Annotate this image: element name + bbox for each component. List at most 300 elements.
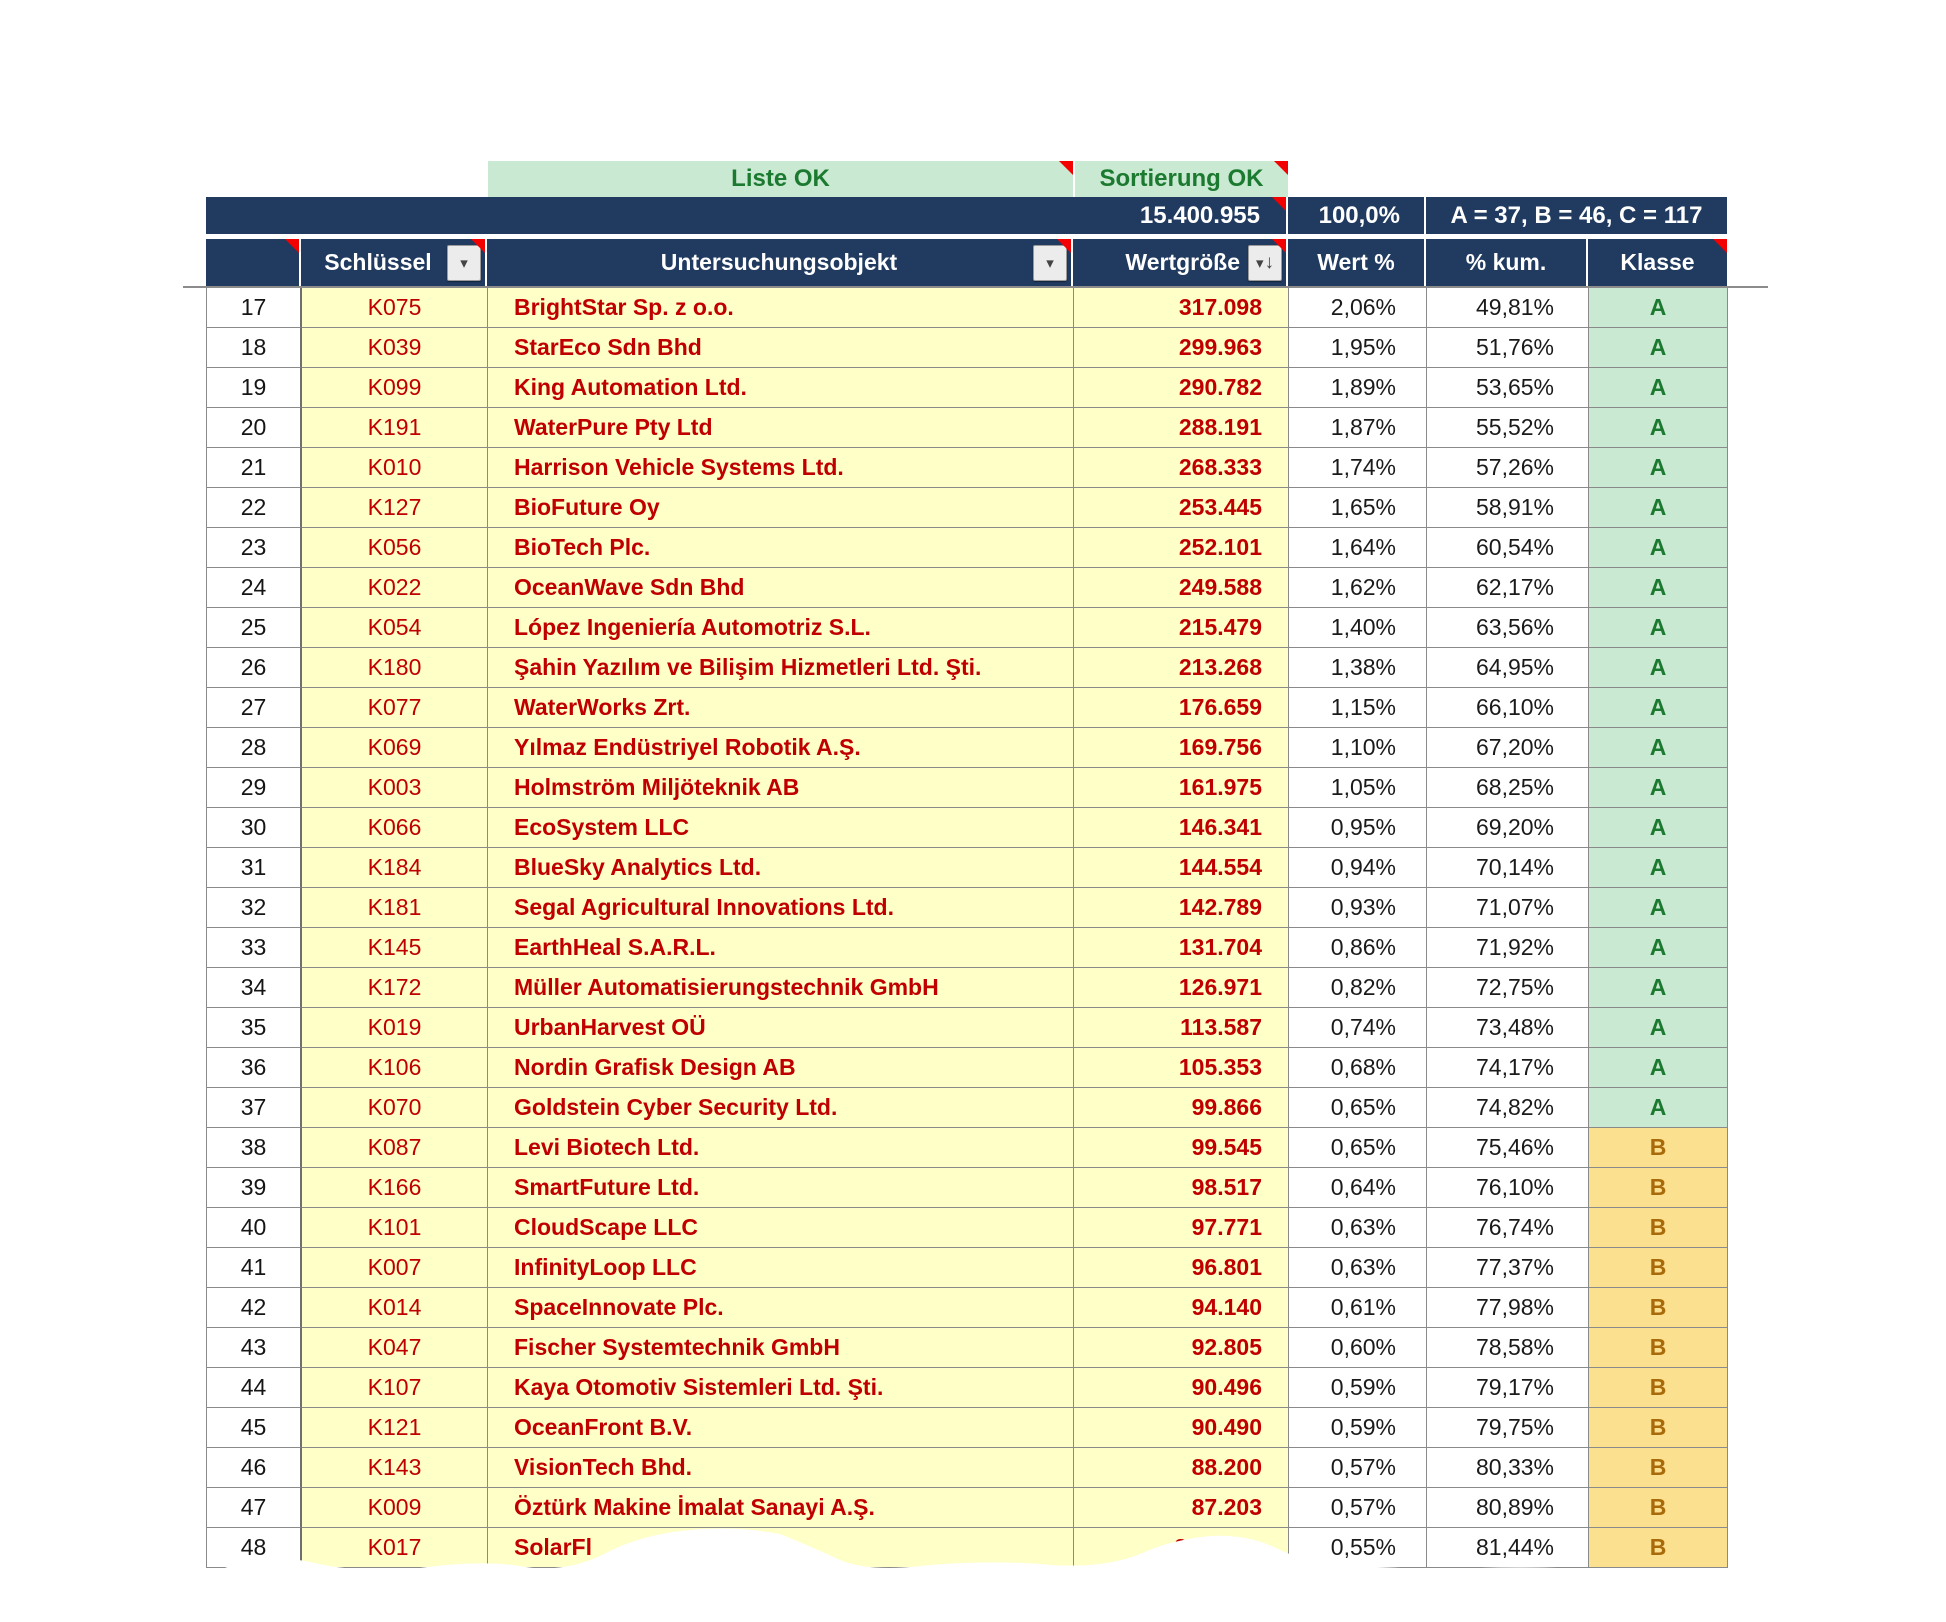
class-column-label: Klasse xyxy=(1620,249,1695,275)
value-cell[interactable] xyxy=(1074,1088,1289,1128)
cumulative-percent-cell[interactable] xyxy=(1427,1088,1589,1128)
cumulative-percent-cell[interactable] xyxy=(1427,448,1589,488)
class-cell[interactable] xyxy=(1589,288,1728,328)
row-number-cell[interactable] xyxy=(207,1128,302,1168)
value-percent-cell[interactable] xyxy=(1289,688,1427,728)
value-percent-cell[interactable] xyxy=(1289,1168,1427,1208)
row-number-cell-text: 33 xyxy=(240,934,267,960)
value-percent-cell[interactable] xyxy=(1289,1408,1427,1448)
value-cell[interactable] xyxy=(1074,448,1289,488)
summary-bar-spacer[interactable] xyxy=(206,197,1075,234)
value-cell[interactable] xyxy=(1074,1048,1289,1088)
key-cell-text: K107 xyxy=(367,1374,422,1400)
row-number-cell[interactable] xyxy=(207,1168,302,1208)
value-percent-cell[interactable] xyxy=(1289,1208,1427,1248)
class-cell[interactable] xyxy=(1589,1328,1728,1368)
class-cell[interactable] xyxy=(1589,1288,1728,1328)
row-number-cell-text: 45 xyxy=(240,1414,267,1440)
table-header-row xyxy=(206,239,1727,286)
company-cell[interactable] xyxy=(488,288,1074,328)
value-cell-text: 96.801 xyxy=(1191,1254,1262,1280)
value-cell[interactable] xyxy=(1074,608,1289,648)
value-cell-text: 144.554 xyxy=(1178,854,1262,880)
company-cell-text: OceanFront B.V. xyxy=(514,1414,693,1440)
row-number-cell[interactable] xyxy=(207,648,302,688)
company-cell[interactable] xyxy=(488,1368,1074,1408)
value-percent-cell-text: 0,63% xyxy=(1330,1214,1396,1240)
value-cell[interactable] xyxy=(1074,1128,1289,1168)
key-cell[interactable] xyxy=(302,1448,488,1488)
comment-marker-icon xyxy=(471,239,485,253)
company-cell-text: WaterPure Pty Ltd xyxy=(514,414,713,440)
value-cell[interactable] xyxy=(1074,688,1289,728)
class-summary-cell[interactable] xyxy=(1426,197,1727,234)
row-number-cell[interactable] xyxy=(207,808,302,848)
class-cell[interactable] xyxy=(1589,488,1728,528)
value-cell[interactable] xyxy=(1074,808,1289,848)
row-number-cell[interactable] xyxy=(207,968,302,1008)
company-cell[interactable] xyxy=(488,408,1074,448)
company-cell-text: InfinityLoop LLC xyxy=(514,1254,697,1280)
class-cell[interactable] xyxy=(1589,768,1728,808)
value-percent-cell-text: 1,95% xyxy=(1330,334,1396,360)
value-cell[interactable] xyxy=(1074,1208,1289,1248)
value-percent-cell[interactable] xyxy=(1289,488,1427,528)
company-cell[interactable] xyxy=(488,1208,1074,1248)
cumulative-percent-cell[interactable] xyxy=(1427,648,1589,688)
value-percent-cell[interactable] xyxy=(1289,1368,1427,1408)
row-number-cell[interactable] xyxy=(207,1248,302,1288)
total-percent: 100,0% xyxy=(1318,201,1400,229)
value-cell[interactable] xyxy=(1074,768,1289,808)
company-cell[interactable] xyxy=(488,568,1074,608)
value-cell[interactable] xyxy=(1074,1408,1289,1448)
key-cell-text: K009 xyxy=(367,1494,422,1520)
row-number-cell[interactable] xyxy=(207,568,302,608)
row-number-cell[interactable] xyxy=(207,728,302,768)
key-cell[interactable] xyxy=(302,1328,488,1368)
row-number-cell-text: 38 xyxy=(240,1134,267,1160)
class-cell[interactable] xyxy=(1589,568,1728,608)
cumulative-percent-cell[interactable] xyxy=(1427,808,1589,848)
value-percent-cell[interactable] xyxy=(1289,768,1427,808)
value-cell[interactable] xyxy=(1074,568,1289,608)
row-number-cell[interactable] xyxy=(207,1208,302,1248)
company-cell[interactable] xyxy=(488,928,1074,968)
key-cell[interactable] xyxy=(302,1168,488,1208)
class-cell[interactable] xyxy=(1589,368,1728,408)
cumulative-percent-cell[interactable] xyxy=(1427,1048,1589,1088)
class-cell[interactable] xyxy=(1589,928,1728,968)
company-cell[interactable] xyxy=(488,1448,1074,1488)
row-number-cell[interactable] xyxy=(207,488,302,528)
value-cell[interactable] xyxy=(1074,848,1289,888)
value-cell[interactable] xyxy=(1074,728,1289,768)
cumulative-percent-column-header[interactable] xyxy=(1426,239,1588,286)
value-percent-cell[interactable] xyxy=(1289,608,1427,648)
class-cell[interactable] xyxy=(1589,1368,1728,1408)
key-cell-text: K191 xyxy=(367,414,422,440)
row-number-cell[interactable] xyxy=(207,688,302,728)
company-cell[interactable] xyxy=(488,768,1074,808)
key-cell[interactable] xyxy=(302,1248,488,1288)
company-cell[interactable] xyxy=(488,528,1074,568)
company-cell-text: OceanWave Sdn Bhd xyxy=(514,574,745,600)
row-number-cell[interactable] xyxy=(207,888,302,928)
row-number-cell-text: 30 xyxy=(240,814,267,840)
company-cell-text: López Ingeniería Automotriz S.L. xyxy=(514,614,871,640)
company-cell[interactable] xyxy=(488,368,1074,408)
company-cell[interactable] xyxy=(488,1048,1074,1088)
key-cell-text: K184 xyxy=(367,854,422,880)
cumulative-percent-cell[interactable] xyxy=(1427,1008,1589,1048)
row-number-cell[interactable] xyxy=(207,408,302,448)
value-percent-cell[interactable] xyxy=(1289,1288,1427,1328)
key-cell[interactable] xyxy=(302,568,488,608)
company-cell-text: WaterWorks Zrt. xyxy=(514,694,691,720)
company-cell[interactable] xyxy=(488,488,1074,528)
key-cell-text: K075 xyxy=(367,294,422,320)
value-percent-column-header[interactable] xyxy=(1288,239,1426,286)
key-column-header[interactable] xyxy=(301,239,487,286)
value-percent-cell[interactable] xyxy=(1289,888,1427,928)
chevron-down-icon: ▾ xyxy=(1046,254,1054,272)
class-cell[interactable] xyxy=(1589,608,1728,648)
company-cell[interactable] xyxy=(488,848,1074,888)
liste-ok-label: Liste OK xyxy=(731,165,830,192)
key-cell[interactable] xyxy=(302,888,488,928)
value-percent-cell[interactable] xyxy=(1289,368,1427,408)
value-percent-cell[interactable] xyxy=(1289,1448,1427,1488)
value-percent-cell[interactable] xyxy=(1289,568,1427,608)
company-cell[interactable] xyxy=(488,688,1074,728)
row-number-cell[interactable] xyxy=(207,928,302,968)
value-cell[interactable] xyxy=(1074,528,1289,568)
cumulative-percent-cell[interactable] xyxy=(1427,728,1589,768)
row-number-cell[interactable] xyxy=(207,1448,302,1488)
cumulative-percent-cell[interactable] xyxy=(1427,888,1589,928)
value-cell[interactable] xyxy=(1074,1288,1289,1328)
value-percent-cell-text: 0,64% xyxy=(1330,1174,1396,1200)
key-column-label: Schlüssel xyxy=(324,249,432,275)
cumulative-percent-cell[interactable] xyxy=(1427,488,1589,528)
row-number-cell[interactable] xyxy=(207,368,302,408)
cumulative-percent-cell[interactable] xyxy=(1427,1448,1589,1488)
cumulative-percent-cell-text: 80,33% xyxy=(1475,1454,1554,1480)
key-cell[interactable] xyxy=(302,648,488,688)
class-cell[interactable] xyxy=(1589,1448,1728,1488)
row-number-cell[interactable] xyxy=(207,1088,302,1128)
company-cell[interactable] xyxy=(488,448,1074,488)
cumulative-percent-cell[interactable] xyxy=(1427,288,1589,328)
cumulative-percent-cell-text: 67,20% xyxy=(1475,734,1554,760)
object-column-header[interactable] xyxy=(487,239,1073,286)
value-percent-cell[interactable] xyxy=(1289,1048,1427,1088)
row-number-cell[interactable] xyxy=(207,528,302,568)
row-number-cell[interactable] xyxy=(207,1008,302,1048)
row-number-cell-text: 25 xyxy=(240,614,267,640)
value-cell-text: 213.268 xyxy=(1178,654,1262,680)
row-number-cell[interactable] xyxy=(207,448,302,488)
row-number-cell[interactable] xyxy=(207,1328,302,1368)
row-number-cell[interactable] xyxy=(207,768,302,808)
chevron-down-icon: ▾ xyxy=(1255,254,1264,272)
value-percent-cell[interactable] xyxy=(1289,1128,1427,1168)
row-number-cell[interactable] xyxy=(207,1288,302,1328)
cumulative-percent-cell[interactable] xyxy=(1427,328,1589,368)
class-cell-text: A xyxy=(1649,294,1667,320)
value-percent-cell-text: 0,65% xyxy=(1330,1134,1396,1160)
key-cell[interactable] xyxy=(302,368,488,408)
cumulative-percent-cell[interactable] xyxy=(1427,608,1589,648)
key-cell[interactable] xyxy=(302,288,488,328)
value-percent-cell-text: 2,06% xyxy=(1330,294,1396,320)
class-cell-text: B xyxy=(1649,1334,1667,1360)
key-cell-text: K047 xyxy=(367,1334,422,1360)
row-number-cell[interactable] xyxy=(207,848,302,888)
class-cell[interactable] xyxy=(1589,1168,1728,1208)
cumulative-percent-cell[interactable] xyxy=(1427,568,1589,608)
class-column-header[interactable] xyxy=(1588,239,1727,286)
row-number-cell[interactable] xyxy=(207,608,302,648)
value-cell-text: 88.200 xyxy=(1191,1454,1262,1480)
company-cell[interactable] xyxy=(488,1008,1074,1048)
cumulative-percent-cell[interactable] xyxy=(1427,688,1589,728)
cumulative-percent-cell[interactable] xyxy=(1427,1208,1589,1248)
cumulative-percent-cell-text: 68,25% xyxy=(1475,774,1554,800)
key-cell[interactable] xyxy=(302,488,488,528)
comment-marker-icon xyxy=(1713,239,1727,253)
cumulative-percent-cell-text: 74,17% xyxy=(1475,1054,1554,1080)
value-percent-cell[interactable] xyxy=(1289,928,1427,968)
value-percent-cell[interactable] xyxy=(1289,328,1427,368)
company-cell[interactable] xyxy=(488,1408,1074,1448)
key-cell[interactable] xyxy=(302,688,488,728)
chevron-down-icon: ▾ xyxy=(460,254,468,272)
class-cell[interactable] xyxy=(1589,528,1728,568)
value-cell[interactable] xyxy=(1074,1008,1289,1048)
value-percent-cell[interactable] xyxy=(1289,648,1427,688)
key-cell[interactable] xyxy=(302,1128,488,1168)
cumulative-percent-cell[interactable] xyxy=(1427,1368,1589,1408)
class-cell[interactable] xyxy=(1589,808,1728,848)
company-cell-text: Kaya Otomotiv Sistemleri Ltd. Şti. xyxy=(514,1374,884,1400)
key-cell[interactable] xyxy=(302,728,488,768)
class-cell[interactable] xyxy=(1589,888,1728,928)
company-cell-text: CloudScape LLC xyxy=(514,1214,699,1240)
key-cell[interactable] xyxy=(302,328,488,368)
company-cell[interactable] xyxy=(488,728,1074,768)
value-percent-cell[interactable] xyxy=(1289,1248,1427,1288)
company-cell[interactable] xyxy=(488,328,1074,368)
value-percent-cell-text: 1,15% xyxy=(1330,694,1396,720)
row-number-cell[interactable] xyxy=(207,328,302,368)
row-number-cell[interactable] xyxy=(207,1048,302,1088)
cumulative-percent-cell[interactable] xyxy=(1427,928,1589,968)
sortierung-ok-cell[interactable] xyxy=(1075,161,1288,197)
class-cell[interactable] xyxy=(1589,968,1728,1008)
key-cell-text: K087 xyxy=(367,1134,422,1160)
key-cell[interactable] xyxy=(302,608,488,648)
class-cell-text: A xyxy=(1649,1094,1667,1120)
company-cell[interactable] xyxy=(488,968,1074,1008)
company-cell[interactable] xyxy=(488,1088,1074,1128)
total-value: 15.400.955 xyxy=(1139,201,1260,229)
class-cell[interactable] xyxy=(1589,1408,1728,1448)
cumulative-percent-cell[interactable] xyxy=(1427,1408,1589,1448)
key-cell[interactable] xyxy=(302,968,488,1008)
key-cell[interactable] xyxy=(302,848,488,888)
cumulative-percent-cell[interactable] xyxy=(1427,408,1589,448)
row-number-cell-text: 42 xyxy=(240,1294,267,1320)
value-cell[interactable] xyxy=(1074,1448,1289,1488)
value-cell[interactable] xyxy=(1074,648,1289,688)
value-percent-cell-text: 0,61% xyxy=(1330,1294,1396,1320)
total-percent-cell[interactable] xyxy=(1288,197,1426,234)
class-cell[interactable] xyxy=(1589,688,1728,728)
value-cell[interactable] xyxy=(1074,1248,1289,1288)
value-percent-cell[interactable] xyxy=(1289,968,1427,1008)
class-cell[interactable] xyxy=(1589,1088,1728,1128)
row-number-header[interactable] xyxy=(206,239,301,286)
value-percent-cell[interactable] xyxy=(1289,808,1427,848)
value-cell[interactable] xyxy=(1074,1328,1289,1368)
value-percent-cell[interactable] xyxy=(1289,1088,1427,1128)
company-cell[interactable] xyxy=(488,1328,1074,1368)
class-cell[interactable] xyxy=(1589,448,1728,488)
value-cell-text: 126.971 xyxy=(1178,974,1262,1000)
cumulative-percent-cell[interactable] xyxy=(1427,968,1589,1008)
key-cell-text: K121 xyxy=(367,1414,422,1440)
value-percent-cell[interactable] xyxy=(1289,1328,1427,1368)
value-cell[interactable] xyxy=(1074,968,1289,1008)
cumulative-percent-cell[interactable] xyxy=(1427,1168,1589,1208)
row-number-cell[interactable] xyxy=(207,1368,302,1408)
value-cell-text: 97.771 xyxy=(1191,1214,1262,1240)
value-cell[interactable] xyxy=(1074,288,1289,328)
cumulative-percent-cell[interactable] xyxy=(1427,528,1589,568)
row-number-cell-text: 24 xyxy=(240,574,267,600)
value-cell-text: 87.203 xyxy=(1191,1494,1262,1520)
key-cell-text: K180 xyxy=(367,654,422,680)
class-cell[interactable] xyxy=(1589,728,1728,768)
class-cell[interactable] xyxy=(1589,328,1728,368)
value-percent-cell-text: 0,74% xyxy=(1330,1014,1396,1040)
value-percent-cell[interactable] xyxy=(1289,848,1427,888)
value-cell[interactable] xyxy=(1074,408,1289,448)
cumulative-percent-cell[interactable] xyxy=(1427,768,1589,808)
liste-ok-cell[interactable] xyxy=(488,161,1073,197)
value-cell-text: 131.704 xyxy=(1178,934,1262,960)
company-cell-text: SmartFuture Ltd. xyxy=(514,1174,700,1200)
value-cell[interactable] xyxy=(1074,928,1289,968)
value-cell[interactable] xyxy=(1074,1168,1289,1208)
key-cell[interactable] xyxy=(302,928,488,968)
value-cell[interactable] xyxy=(1074,368,1289,408)
company-cell-text: King Automation Ltd. xyxy=(514,374,747,400)
value-cell[interactable] xyxy=(1074,888,1289,928)
cumulative-percent-cell[interactable] xyxy=(1427,1288,1589,1328)
cumulative-percent-cell[interactable] xyxy=(1427,1128,1589,1168)
cumulative-percent-cell-text: 77,37% xyxy=(1475,1254,1554,1280)
key-cell[interactable] xyxy=(302,408,488,448)
value-cell[interactable] xyxy=(1074,488,1289,528)
row-number-cell-text: 32 xyxy=(240,894,267,920)
key-cell[interactable] xyxy=(302,1088,488,1128)
row-number-cell[interactable] xyxy=(207,288,302,328)
company-cell-text: SpaceInnovate Plc. xyxy=(514,1294,724,1320)
key-cell[interactable] xyxy=(302,1208,488,1248)
cumulative-percent-cell[interactable] xyxy=(1427,1328,1589,1368)
class-cell-text: B xyxy=(1649,1214,1667,1240)
value-column-header[interactable] xyxy=(1073,239,1288,286)
class-cell[interactable] xyxy=(1589,1248,1728,1288)
cumulative-percent-cell[interactable] xyxy=(1427,368,1589,408)
class-cell-text: A xyxy=(1649,694,1667,720)
company-cell[interactable] xyxy=(488,608,1074,648)
company-cell[interactable] xyxy=(488,1288,1074,1328)
company-cell[interactable] xyxy=(488,888,1074,928)
value-cell[interactable] xyxy=(1074,1368,1289,1408)
class-cell[interactable] xyxy=(1589,1208,1728,1248)
value-percent-cell[interactable] xyxy=(1289,448,1427,488)
value-percent-cell[interactable] xyxy=(1289,408,1427,448)
company-cell[interactable] xyxy=(488,1168,1074,1208)
value-percent-cell[interactable] xyxy=(1289,728,1427,768)
key-cell[interactable] xyxy=(302,528,488,568)
value-percent-cell-text: 0,59% xyxy=(1330,1414,1396,1440)
class-cell[interactable] xyxy=(1589,1048,1728,1088)
company-cell[interactable] xyxy=(488,648,1074,688)
cumulative-percent-cell[interactable] xyxy=(1427,848,1589,888)
class-cell-text: B xyxy=(1649,1454,1667,1480)
key-cell[interactable] xyxy=(302,1408,488,1448)
key-cell-text: K003 xyxy=(367,774,422,800)
key-cell[interactable] xyxy=(302,1008,488,1048)
key-cell[interactable] xyxy=(302,448,488,488)
cumulative-percent-cell[interactable] xyxy=(1427,1248,1589,1288)
class-cell-text: A xyxy=(1649,974,1667,1000)
value-cell[interactable] xyxy=(1074,328,1289,368)
company-cell[interactable] xyxy=(488,1128,1074,1168)
class-cell[interactable] xyxy=(1589,848,1728,888)
row-number-cell-text: 29 xyxy=(240,774,267,800)
cumulative-percent-label: % kum. xyxy=(1465,249,1547,275)
key-cell[interactable] xyxy=(302,1288,488,1328)
key-cell[interactable] xyxy=(302,1048,488,1088)
class-cell[interactable] xyxy=(1589,408,1728,448)
total-value-cell[interactable] xyxy=(1073,197,1288,234)
class-cell[interactable] xyxy=(1589,648,1728,688)
value-percent-cell[interactable] xyxy=(1289,1008,1427,1048)
class-cell[interactable] xyxy=(1589,1008,1728,1048)
company-cell[interactable] xyxy=(488,808,1074,848)
key-cell[interactable] xyxy=(302,808,488,848)
row-number-cell-text: 47 xyxy=(240,1494,267,1520)
key-cell[interactable] xyxy=(302,1368,488,1408)
value-percent-cell[interactable] xyxy=(1289,528,1427,568)
company-cell-text: BioTech Plc. xyxy=(514,534,651,560)
value-cell-text: 288.191 xyxy=(1178,414,1262,440)
key-cell-text: K017 xyxy=(367,1534,422,1560)
row-number-cell[interactable] xyxy=(207,1408,302,1448)
value-percent-cell[interactable] xyxy=(1289,288,1427,328)
class-cell-text: A xyxy=(1649,654,1667,680)
key-cell[interactable] xyxy=(302,768,488,808)
company-cell[interactable] xyxy=(488,1248,1074,1288)
row-number-cell-text: 18 xyxy=(240,334,267,360)
class-cell[interactable] xyxy=(1589,1128,1728,1168)
